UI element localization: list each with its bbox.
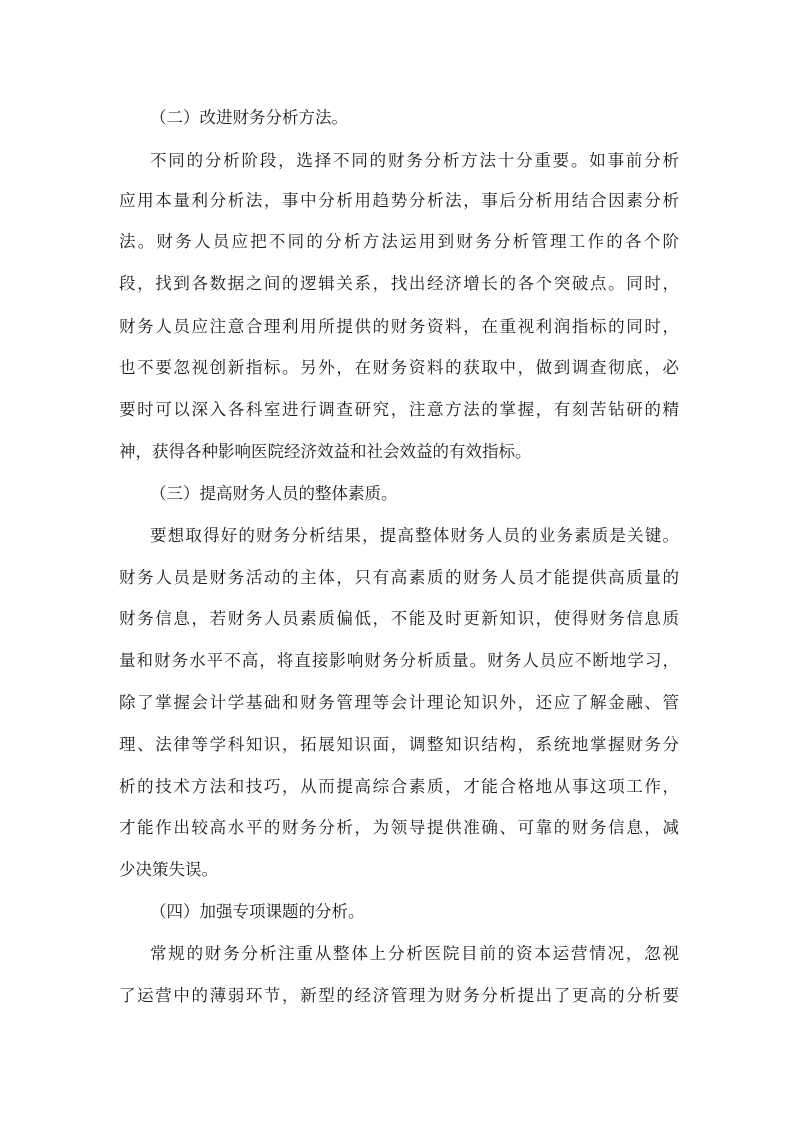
paragraph-line: 段，找到各数据之间的逻辑关系，找出经济增长的各个突破点。同时，	[119, 274, 679, 293]
paragraph-line: 财务人员应注意合理利用所提供的财务资料，在重视利润指标的同时，	[119, 317, 679, 336]
paragraph-line: 要时可以深入各科室进行调查研究，注意方法的掌握，有刻苦钻研的精	[119, 400, 679, 419]
heading-section-2: （二）改进财务分析方法。	[150, 108, 348, 127]
paragraph-line: 要想取得好的财务分析结果，提高整体财务人员的业务素质是关键。	[150, 526, 679, 545]
paragraph-line: 量和财务水平不高，将直接影响财务分析质量。财务人员应不断地学习，	[119, 651, 679, 670]
paragraph-line: 神，获得各种影响医院经济效益和社会效益的有效指标。	[119, 442, 532, 461]
paragraph-line: 才能作出较高水平的财务分析，为领导提供准确、可靠的财务信息，减	[119, 818, 679, 837]
paragraph-line: 应用本量利分析法，事中分析用趋势分析法，事后分析用结合因素分析	[119, 191, 679, 210]
paragraph-line: 析的技术方法和技巧，从而提高综合素质，才能合格地从事这项工作，	[119, 777, 679, 796]
paragraph-line: 也不要忽视创新指标。另外，在财务资料的获取中，做到调查彻底，必	[119, 358, 679, 377]
heading-section-4: （四）加强专项课题的分析。	[150, 902, 365, 921]
paragraph-line: 少决策失误。	[119, 860, 218, 879]
heading-section-3: （三）提高财务人员的整体素质。	[150, 484, 398, 503]
paragraph-line: 了运营中的薄弱环节，新型的经济管理为财务分析提出了更高的分析要	[119, 986, 679, 1005]
paragraph-line: 除了掌握会计学基础和财务管理等会计理论知识外，还应了解金融、管	[119, 693, 679, 712]
paragraph-line: 法。财务人员应把不同的分析方法运用到财务分析管理工作的各个阶	[119, 232, 679, 251]
paragraph-line: 财务人员是财务活动的主体，只有高素质的财务人员才能提供高质量的	[119, 568, 679, 587]
paragraph-line: 理、法律等学科知识，拓展知识面，调整知识结构，系统地掌握财务分	[119, 735, 679, 754]
paragraph-line: 不同的分析阶段，选择不同的财务分析方法十分重要。如事前分析	[150, 151, 679, 170]
paragraph-line: 常规的财务分析注重从整体上分析医院目前的资本运营情况，忽视	[150, 944, 679, 963]
paragraph-line: 财务信息，若财务人员素质偏低，不能及时更新知识，使得财务信息质	[119, 609, 679, 628]
